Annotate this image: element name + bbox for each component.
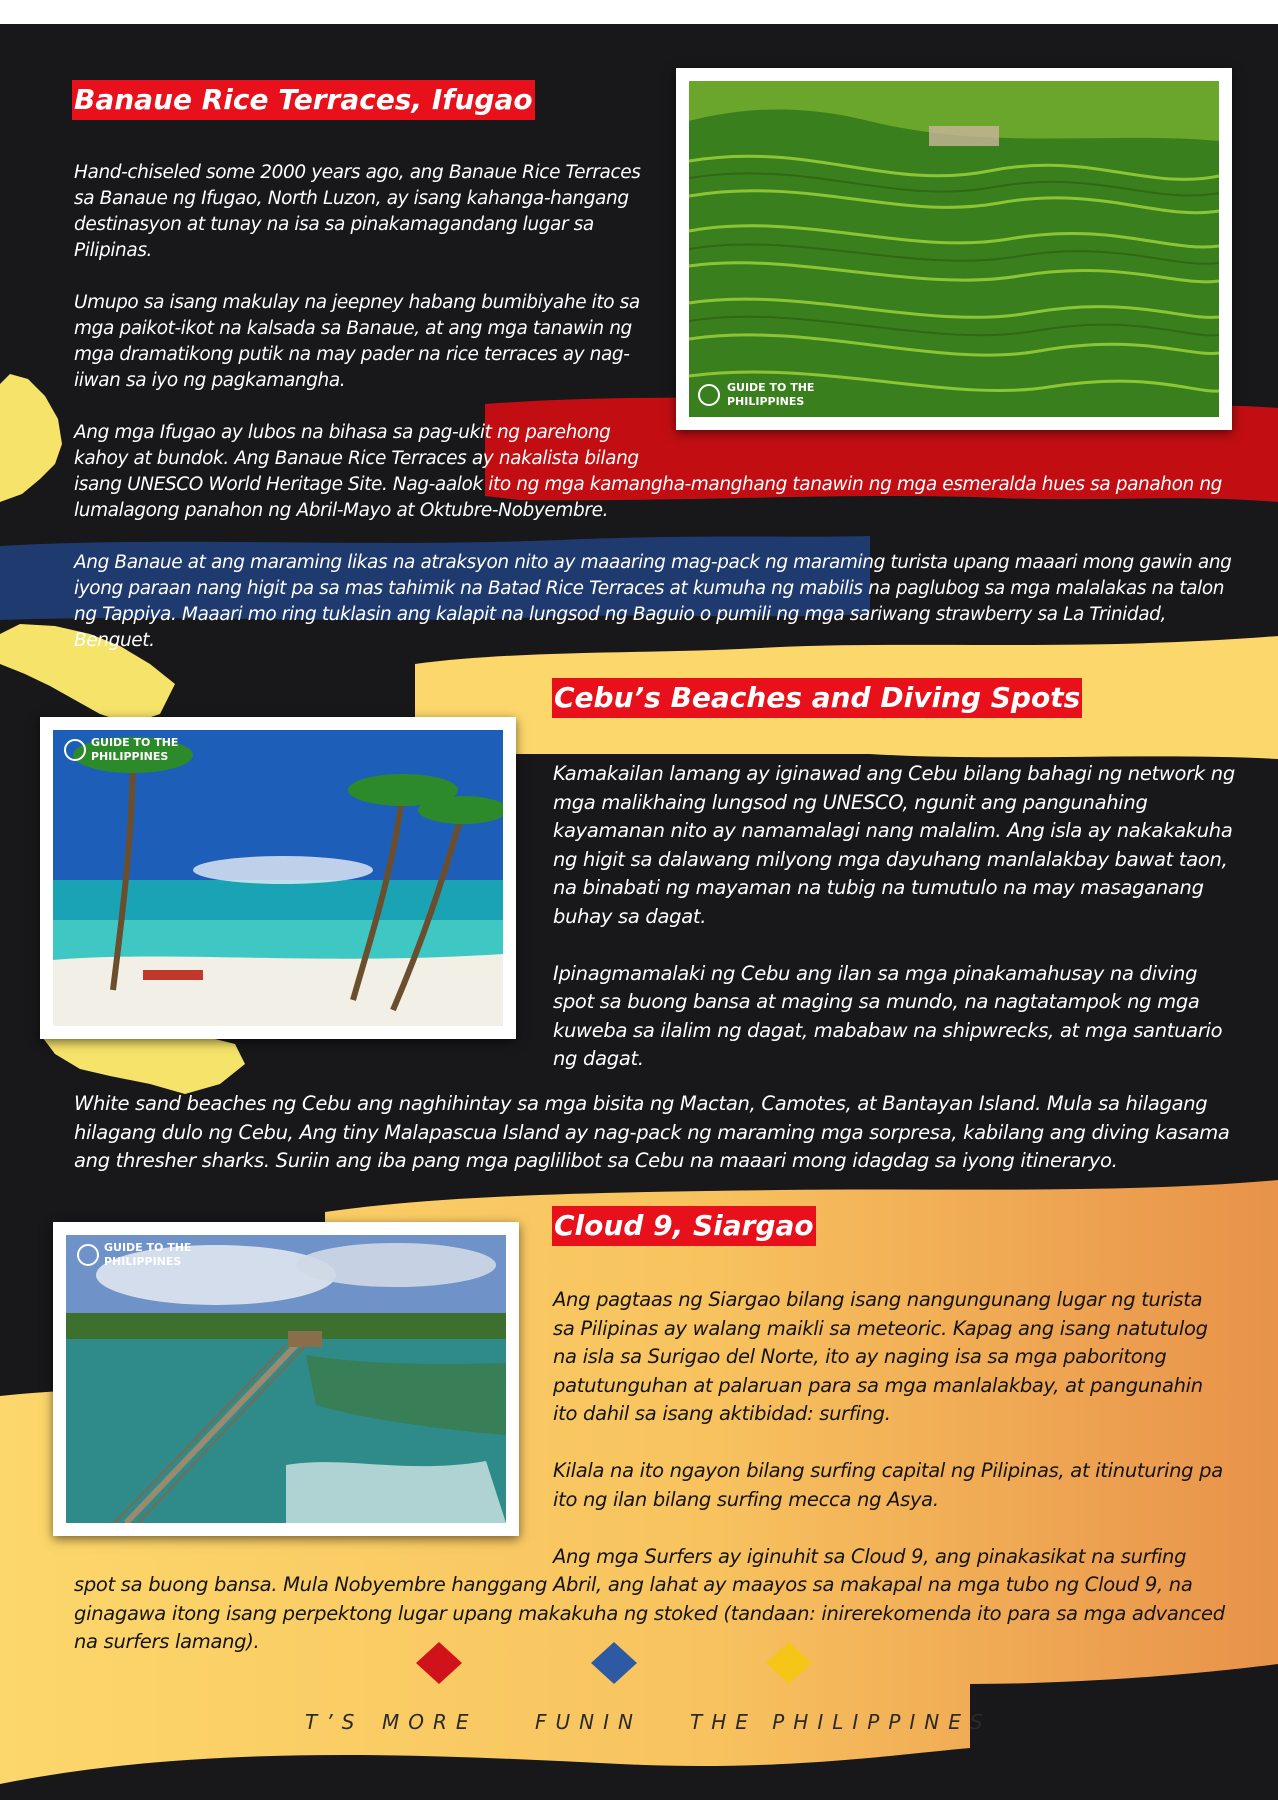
watermark-text: PHILIPPINES xyxy=(104,1255,182,1268)
text-line: spot sa buong bansa at maging sa mundo, na nagtatampok ng mga xyxy=(553,990,1200,1013)
text-line: Ang Banaue at ang maraming likas na atraksyon nito ay maaaring mag-pack ng maraming turista upang maaari mong gawin ang xyxy=(74,552,1232,573)
siargao-title: Cloud 9, Siargao xyxy=(552,1206,816,1246)
text-line: isang UNESCO World Heritage Site. Nag-aalok ito ng mga kamangha-manghang tanawin ng mga esmeralda hues sa panahon ng xyxy=(74,474,1223,495)
text-line: Umupo sa isang makulay na jeepney habang bumibiyahe ito sa xyxy=(74,292,640,313)
text-line: ng dagat. xyxy=(553,1047,644,1070)
text-line: destinasyon at tunay na isa sa pinakamagandang lugar sa xyxy=(74,214,594,235)
text-line: ito ng ilan bilang surfing mecca ng Asya. xyxy=(553,1487,939,1511)
text-line: Kamakailan lamang ay iginawad ang Cebu bilang bahagi ng network ng xyxy=(553,762,1235,785)
text-line: Hand-chiseled some 2000 years ago, ang Banaue Rice Terraces xyxy=(74,162,641,183)
text-line: Ang mga Surfers ay iginuhit sa Cloud 9, ang pinakasikat na surfing xyxy=(553,1544,1187,1568)
text-line xyxy=(74,524,1231,550)
text-line xyxy=(74,264,1231,290)
text-line: Ang mga Ifugao ay lubos na bihasa sa pag-ukit ng parehong xyxy=(74,422,611,443)
text-line: kahoy at bundok. Ang Banaue Rice Terraces ay nakalista bilang xyxy=(74,448,639,469)
text-line: Kilala na ito ngayon bilang surfing capital ng Pilipinas, at itinuturing pa xyxy=(553,1459,1223,1482)
text-line: Ang pagtaas ng Siargao bilang isang nangungunang lugar ng turista xyxy=(553,1288,1203,1311)
cebu-wide-body xyxy=(74,1090,1230,1176)
text-line xyxy=(74,394,1231,420)
yellow-diamond-icon xyxy=(764,1640,814,1686)
text-line: iiwan sa iyo ng pagkamangha. xyxy=(74,370,346,391)
cebu-body xyxy=(553,760,1235,1074)
text-line: ginagawa itong isang perpektong lugar upang makakuha ng stoked (tandaan: inirerekomenda ito para sa mga advanced xyxy=(74,1601,1225,1625)
watermark-text: GUIDE TO THE xyxy=(727,381,815,394)
cloud9-boardwalk-photo xyxy=(66,1235,506,1523)
tagline-word: FUNIN xyxy=(535,1710,642,1734)
text-line: sa Pilipinas ay walang maikli sa meteoric. Kapag ang isang natutulog xyxy=(553,1316,1208,1340)
text-line: lumalagong panahon ng Abril-Mayo at Oktubre-Nobyembre. xyxy=(74,500,609,521)
text-line: hilagang dulo ng Cebu, Ang tiny Malapascua Island ay nag-pack ng maraming mga sorpresa, kabilang ang diving kasama xyxy=(74,1120,1230,1144)
text-line: ang thresher sharks. Suriin ang iba pang mga paglilibot sa Cebu na maaari mong idagdag sa iyong itineraryo. xyxy=(74,1149,1118,1172)
text-line xyxy=(553,1514,1223,1543)
text-line: Ipinagmamalaki ng Cebu ang ilan sa mga pinakamahusay na diving xyxy=(553,961,1198,985)
banaue-title: Banaue Rice Terraces, Ifugao xyxy=(72,80,535,120)
siargao-body xyxy=(553,1286,1223,1571)
watermark-text: PHILIPPINES xyxy=(727,395,805,408)
text-line: na binabati ng mayaman na tubig na tumutulo na may masaganang xyxy=(553,876,1204,899)
text-line: Pilipinas. xyxy=(74,240,153,261)
text-line: mga paikot-ikot na kalsada sa Banaue, at ang mga tanawin ng xyxy=(74,318,632,339)
siargao-photo-frame xyxy=(53,1222,519,1536)
text-line: patutunguhan at palaruan para sa mga manlalakbay, at pangunahin xyxy=(553,1373,1203,1397)
watermark-text: GUIDE TO THE xyxy=(91,736,179,749)
luzon-map-shape xyxy=(0,374,62,502)
text-line: kayamanan nito ay namamalagi nang malalim. Ang isla ay nakakakuha xyxy=(553,819,1233,842)
text-line: ng higit sa dalawang milyong mga dayuhang manlalakbay bawat taon, xyxy=(553,847,1228,871)
text-line: na isla sa Surigao del Norte, ito ay naging isa sa mga paboritong xyxy=(553,1345,1167,1368)
tagline-word: T’S xyxy=(305,1710,364,1734)
text-line: kuweba sa ilalim ng dagat, mababaw na shipwrecks, at mga santuario xyxy=(553,1018,1223,1042)
text-line: ng Tappiya. Maaari mo ring tuklasin ang kalapit na lungsod ng Baguio o pumili ng mga sariwang strawberry sa La Trinidad, xyxy=(74,604,1166,625)
text-line: na surfers lamang). xyxy=(74,1630,260,1653)
text-line: mga dramatikong putik na may pader na rice terraces ay nag- xyxy=(74,344,630,365)
text-line: White sand beaches ng Cebu ang naghihintay sa mga bisita ng Mactan, Camotes, at Bantayan Island. Mula sa hilagang xyxy=(74,1092,1208,1115)
text-line: iyong paraan nang higit pa sa mas tahimik na Batad Rice Terraces at kumuha ng mabilis na paglubog sa mga malalakas na talon xyxy=(74,578,1225,599)
watermark-text: GUIDE TO THE xyxy=(104,1241,192,1254)
cebu-title: Cebu’s Beaches and Diving Spots xyxy=(552,678,1082,718)
text-line: buhay sa dagat. xyxy=(553,904,707,928)
cebu-photo-frame xyxy=(40,717,516,1039)
blue-diamond-icon xyxy=(589,1640,639,1686)
beach-palms-photo xyxy=(53,730,503,1026)
text-line xyxy=(553,1429,1223,1458)
text-line: mga malikhaing lungsod ng UNESCO, ngunit ang pangunahing xyxy=(553,790,1148,814)
tagline-word: THE PHILIPPINES xyxy=(690,1710,992,1734)
banaue-body xyxy=(74,160,1231,654)
text-line: sa Banaue ng Ifugao, North Luzon, ay isang kahanga-hangang xyxy=(74,188,629,209)
text-line: spot sa buong bansa. Mula Nobyembre hanggang Abril, ang lahat ay maayos sa makapal na mga tubo ng Cloud 9, na xyxy=(74,1573,1193,1596)
text-line xyxy=(553,931,1235,960)
footer-tagline xyxy=(305,1710,1005,1740)
document-page xyxy=(0,24,1278,1800)
red-diamond-icon xyxy=(414,1640,464,1686)
tagline-word: MORE xyxy=(382,1710,478,1734)
text-line: ito dahil sa isang aktibidad: surfing. xyxy=(553,1402,891,1425)
text-line: Benguet. xyxy=(74,630,155,651)
siargao-wide-body xyxy=(74,1571,1225,1657)
watermark-text: PHILIPPINES xyxy=(91,750,169,763)
